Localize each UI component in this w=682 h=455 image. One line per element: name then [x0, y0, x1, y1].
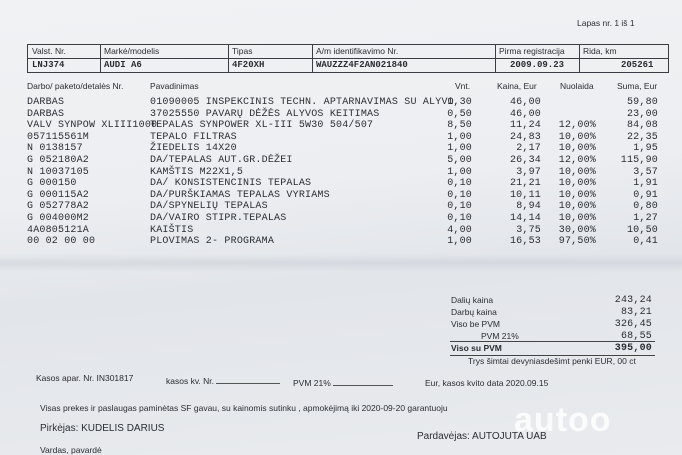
seller: Pardavėjas: AUTOJUTA UAB: [417, 431, 547, 442]
row-name: DA/TEPALAS AUT.GR.DĖŽEI: [150, 155, 293, 166]
row-qty: 0,10: [447, 201, 472, 212]
plate-value: LNJ374: [32, 60, 65, 70]
row-qty: 1,30: [447, 97, 472, 108]
row-price: 2,17: [516, 143, 541, 154]
row-discount: 10,00%: [558, 178, 596, 189]
row-discount: 10,00%: [558, 213, 596, 224]
model-label: Markė/modelis: [104, 46, 160, 56]
vat-value: 68,55: [620, 331, 652, 342]
receipt-number-line: [216, 374, 280, 384]
row-discount: 12,00%: [558, 155, 596, 166]
col-price: Kaina, Eur: [497, 81, 537, 91]
total-label: Viso su PVM: [451, 343, 502, 353]
row-discount: 10,00%: [558, 167, 596, 178]
row-code: N 10037105: [27, 167, 90, 178]
novat-value: 326,45: [614, 319, 652, 330]
vin-value: WAUZZZ4F2AN021840: [316, 60, 408, 70]
row-name: TEPALO FILTRAS: [150, 132, 237, 143]
row-price: 24,83: [509, 132, 541, 143]
totals-divider: [450, 341, 655, 342]
row-qty: 0,10: [447, 190, 472, 201]
row-sum: 0,41: [633, 236, 658, 247]
row-qty: 0,50: [447, 109, 472, 120]
row-sum: 0,80: [633, 201, 658, 212]
receipt-date: Eur, kasos kvito data 2020.09.15: [425, 378, 549, 388]
mileage-value: 205261: [621, 60, 654, 70]
row-name: PLOVIMAS 2- PROGRAMA: [150, 236, 275, 247]
row-code: 4A0805121A: [27, 225, 90, 236]
row-price: 46,00: [509, 97, 541, 108]
labor-value: 83,21: [620, 307, 652, 318]
total-value: 395,00: [614, 343, 652, 354]
receipt-number-label: kasos kv. Nr.: [166, 376, 215, 386]
footer-vat-label: PVM 21%: [293, 378, 331, 388]
row-discount: 30,00%: [558, 225, 596, 236]
row-qty: 1,00: [447, 167, 472, 178]
row-code: DARBAS: [27, 97, 65, 108]
row-code: 00 02 00 00: [27, 236, 96, 247]
row-sum: 115,90: [620, 155, 658, 166]
row-code: G 000115A2: [27, 190, 90, 201]
name-signature-label: Vardas, pavardė: [40, 445, 102, 455]
novat-label: Viso be PVM: [451, 319, 500, 329]
row-qty: 1,00: [447, 143, 472, 154]
row-qty: 0,10: [447, 178, 472, 189]
watermark-logo: autoo: [514, 401, 612, 439]
row-name: KAMŠTIS M22X1,5: [150, 167, 244, 178]
row-discount: 10,00%: [558, 143, 596, 154]
row-sum: 1,95: [633, 143, 658, 154]
row-qty: 1,00: [447, 236, 472, 247]
row-sum: 1,27: [633, 213, 658, 224]
row-sum: 84,08: [626, 120, 658, 131]
receipt-number: [166, 374, 280, 386]
footer-vat-line: [333, 376, 393, 386]
row-price: 3,97: [516, 167, 541, 178]
type-label: Tipas: [232, 46, 253, 56]
row-price: 8,94: [516, 201, 541, 212]
row-name: DA/PURŠKIAMAS TEPALAS VYRIAMS: [150, 190, 330, 201]
footer-vat: [293, 376, 393, 388]
row-price: 3,75: [516, 225, 541, 236]
col-sum: Suma, Eur: [617, 81, 658, 91]
row-code: DARBAS: [27, 109, 65, 120]
row-code: G 052180A2: [27, 155, 90, 166]
row-name: 37025550 PAVARŲ DĖŽĖS ALYVOS KEITIMAS: [150, 109, 380, 120]
vehicle-header: [27, 44, 669, 73]
row-code: G 004000M2: [27, 213, 90, 224]
guarantee-text: Visas prekes ir paslaugas paminėtas SF gavau, su kainomis sutinku , apmokėjimą iki 2020-09-20 garantuoju: [40, 403, 448, 413]
row-sum: 0,91: [633, 190, 658, 201]
row-price: 21,21: [509, 178, 541, 189]
row-discount: 10,00%: [558, 132, 596, 143]
parts-label: Dalių kaina: [451, 295, 494, 305]
row-price: 16,53: [509, 236, 541, 247]
mileage-label: Rida, km: [583, 46, 617, 56]
row-code: G 052778A2: [27, 201, 90, 212]
row-name: ŽIEDELIS 14X20: [150, 143, 237, 154]
paper-fold: [0, 254, 682, 272]
row-name: DA/SPYNELIŲ TEPALAS: [150, 201, 268, 212]
row-code: G 000150: [27, 178, 77, 189]
buyer: Pirkėjas: KUDELIS DARIUS: [40, 423, 165, 434]
row-code: VALV SYNPOW XLIII1000: [27, 120, 158, 131]
vin-label: A/m identifikavimo Nr.: [316, 46, 399, 56]
plate-label: Valst. Nr.: [32, 46, 66, 56]
registration-value: 2009.09.23: [510, 60, 565, 70]
row-discount: 12,00%: [558, 120, 596, 131]
row-sum: 3,57: [633, 167, 658, 178]
col-name: Pavadinimas: [150, 81, 199, 91]
row-price: 10,11: [509, 190, 541, 201]
col-discount: Nuolaida: [560, 81, 594, 91]
col-qty: Vnt.: [455, 81, 471, 91]
row-sum: 59,80: [626, 97, 658, 108]
row-name: KAIŠTIS: [150, 225, 194, 236]
row-price: 46,00: [509, 109, 541, 120]
model-value: AUDI A6: [104, 60, 142, 70]
row-qty: 0,10: [447, 213, 472, 224]
row-name: DA/ KONSISTENCINIS TEPALAS: [150, 178, 312, 189]
row-discount: 10,00%: [558, 201, 596, 212]
row-sum: 23,00: [626, 109, 658, 120]
row-qty: 5,00: [447, 155, 472, 166]
row-code: 057115561M: [27, 132, 90, 143]
row-name: TEPALAS SYNPOWER XL-III 5W30 504/507: [150, 120, 374, 131]
row-sum: 1,91: [633, 178, 658, 189]
type-value: 4F20XH: [232, 60, 265, 70]
row-price: 14,14: [509, 213, 541, 224]
row-qty: 1,00: [447, 132, 472, 143]
row-code: N 0138157: [27, 143, 83, 154]
labor-label: Darbų kaina: [451, 307, 497, 317]
row-price: 11,24: [509, 120, 541, 131]
row-sum: 22,35: [626, 132, 658, 143]
row-price: 26,34: [509, 155, 541, 166]
row-name: DA/VAIRO STIPR.TEPALAS: [150, 213, 287, 224]
row-discount: 10,00%: [558, 190, 596, 201]
parts-value: 243,24: [614, 295, 652, 306]
cash-register: Kasos apar. Nr. IN301817: [36, 373, 134, 383]
page-number: Lapas nr. 1 iš 1: [577, 18, 635, 28]
vat-label: PVM 21%: [481, 331, 519, 341]
row-qty: 8,50: [447, 120, 472, 131]
row-qty: 4,00: [447, 225, 472, 236]
total-in-words: Trys šimtai devyniasdešimt penki EUR, 00 ct: [468, 356, 636, 366]
row-sum: 10,50: [626, 225, 658, 236]
row-discount: 97,50%: [558, 236, 596, 247]
registration-label: Pirma registracija: [499, 46, 565, 56]
row-name: 01090005 INSPEKCINIS TECHN. APTARNAVIMAS SU ALYVO: [150, 97, 454, 108]
col-code: Darbo/ paketo/detalės Nr.: [27, 81, 124, 91]
